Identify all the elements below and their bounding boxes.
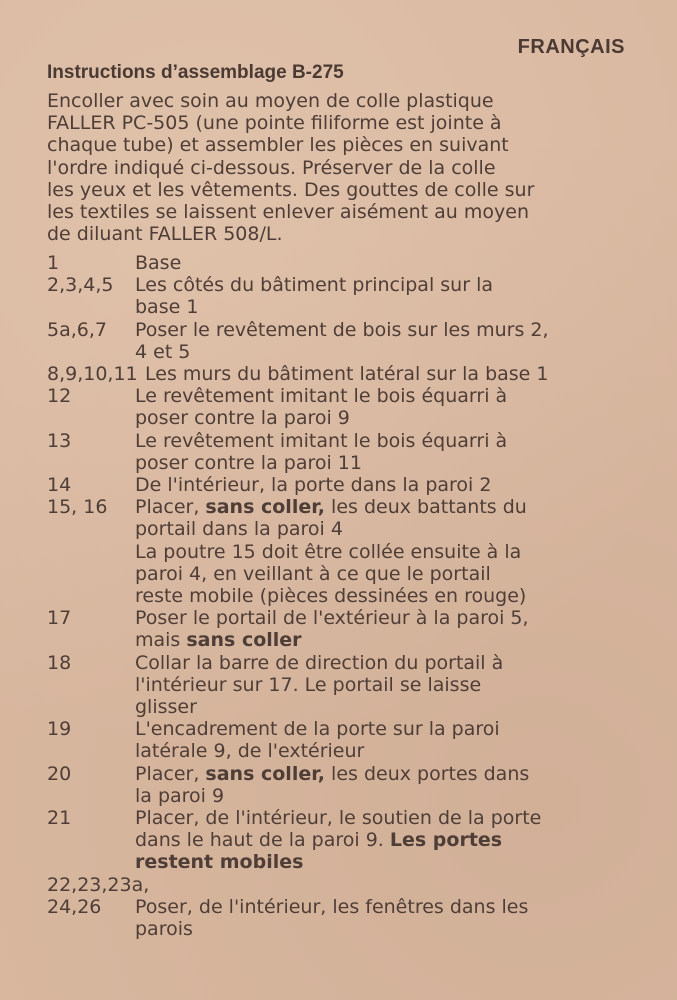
step-emphasis: restent mobiles — [135, 851, 304, 874]
intro-line: les yeux et les vêtements. Des gouttes de colle sur — [47, 178, 535, 201]
step-description — [135, 274, 629, 318]
step-row — [47, 385, 629, 429]
step-line: Poser le revêtement de bois sur les murs 2, — [135, 318, 549, 341]
step-emphasis: Les portes — [389, 829, 503, 852]
step-line: glisser — [135, 696, 197, 719]
step-description — [135, 652, 629, 719]
step-line: L'encadrement de la porte sur la paroi — [135, 718, 500, 741]
step-row — [47, 430, 629, 474]
step-line: Poser, de l'intérieur, les fenêtres dans les — [135, 895, 529, 918]
step-number: 15, 16 — [47, 496, 108, 519]
step-number: 8,9,10,11 — [47, 363, 138, 386]
step-row — [47, 896, 629, 940]
step-number: 20 — [47, 762, 72, 785]
step-line — [135, 763, 629, 785]
step-text: dans le haut de la paroi 9. — [135, 829, 390, 852]
step-description — [135, 319, 629, 363]
step-number: 5a,6,7 — [47, 318, 107, 341]
step-line: latérale 9, de l'extérieur — [135, 740, 365, 763]
intro-paragraph — [47, 90, 627, 245]
step-line: La poutre 15 doit être collée ensuite à la — [135, 540, 522, 563]
step-line — [135, 829, 629, 851]
step-description — [135, 763, 629, 807]
step-line: Placer, de l'intérieur, le soutien de la porte — [135, 807, 542, 830]
step-line: Collar la barre de direction du portail à — [135, 651, 504, 674]
step-description — [135, 496, 629, 607]
step-line: Les murs du bâtiment latéral sur la base 1 — [145, 363, 549, 386]
step-description — [135, 807, 629, 874]
step-line: portail dans la paroi 4 — [135, 518, 343, 541]
step-row — [47, 496, 629, 607]
step-line: Le revêtement imitant le bois équarri à — [135, 429, 508, 452]
step-line: Poser le portail de l'extérieur à la paroi 5, — [135, 607, 529, 630]
step-number: 18 — [47, 651, 72, 674]
step-description — [135, 474, 629, 496]
step-text: Placer, — [135, 762, 206, 785]
intro-line: de diluant FALLER 508/L. — [47, 223, 283, 246]
step-text: les deux battants du — [325, 496, 527, 519]
step-line: l'intérieur sur 17. Le portail se laisse — [135, 673, 482, 696]
step-row — [47, 363, 629, 385]
step-number: 14 — [47, 474, 72, 497]
step-line: Le revêtement imitant le bois équarri à — [135, 385, 508, 408]
step-number: 24,26 — [47, 895, 102, 918]
step-text: mais — [135, 629, 187, 652]
step-line — [135, 496, 629, 518]
step-number: 2,3,4,5 — [47, 274, 114, 297]
intro-line: l'ordre indiqué ci-dessous. Préserver de la colle — [47, 156, 496, 179]
step-row — [47, 607, 629, 651]
step-description — [145, 363, 629, 385]
step-row — [47, 652, 629, 719]
step-line: De l'intérieur, la porte dans la paroi 2 — [135, 474, 492, 497]
step-number: 19 — [47, 718, 72, 741]
step-description — [135, 252, 629, 274]
step-line: poser contre la paroi 11 — [135, 451, 362, 474]
step-line: reste mobile (pièces dessinées en rouge) — [135, 585, 527, 608]
step-number: 1 — [47, 252, 60, 274]
step-line: parois — [135, 918, 193, 941]
step-description — [135, 385, 629, 429]
step-row — [47, 874, 629, 896]
intro-line: FALLER PC-505 (une pointe filiforme est jointe à — [47, 112, 502, 135]
step-description — [135, 718, 629, 762]
step-line: poser contre la paroi 9 — [135, 407, 350, 430]
step-line: paroi 4, en veillant à ce que le portail — [135, 562, 491, 585]
step-text: Placer, — [135, 496, 206, 519]
step-row — [47, 807, 629, 874]
step-number: 17 — [47, 607, 72, 630]
step-emphasis: sans coller, — [205, 762, 326, 785]
page-title: Instructions d’assemblage B-275 — [47, 62, 344, 83]
step-line: base 1 — [135, 296, 199, 319]
step-emphasis: sans coller — [186, 629, 302, 652]
intro-line: les textiles se laissent enlever aisément au moyen — [47, 201, 529, 224]
step-number: 22,23,23a, — [47, 873, 150, 896]
step-line: Base — [135, 252, 182, 274]
step-description — [135, 607, 629, 651]
step-description — [135, 430, 629, 474]
language-label: FRANÇAIS — [517, 36, 625, 58]
step-line: 4 et 5 — [135, 340, 191, 363]
step-row — [47, 319, 629, 363]
step-line — [135, 629, 629, 651]
intro-line: chaque tube) et assembler les pièces en suivant — [47, 134, 509, 157]
intro-line: Encoller avec soin au moyen de colle plastique — [47, 90, 494, 112]
step-emphasis: sans coller, — [205, 496, 326, 519]
step-number: 13 — [47, 429, 72, 452]
assembly-steps-list — [47, 252, 629, 940]
step-text: les deux portes dans — [325, 762, 530, 785]
step-line: la paroi 9 — [135, 784, 225, 807]
step-row — [47, 763, 629, 807]
step-number: 12 — [47, 385, 72, 408]
step-description — [135, 896, 629, 940]
step-row — [47, 252, 629, 274]
step-row — [47, 474, 629, 496]
step-line — [135, 851, 629, 873]
step-line: Les côtés du bâtiment principal sur la — [135, 274, 493, 297]
step-row — [47, 274, 629, 318]
step-row — [47, 718, 629, 762]
step-number: 21 — [47, 807, 72, 830]
